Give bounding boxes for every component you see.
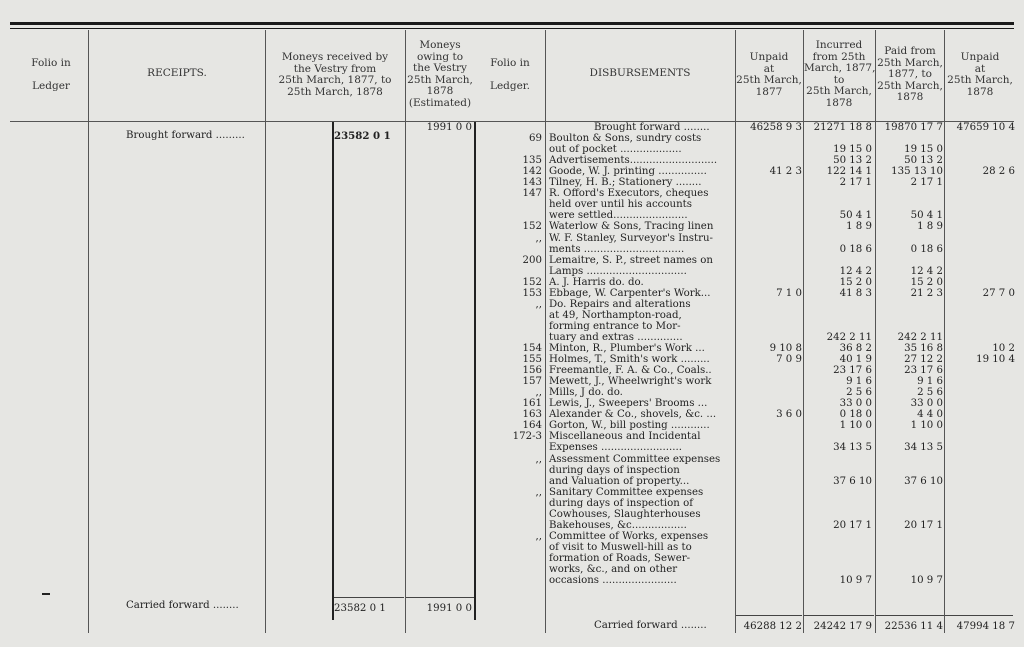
disb-paid: 34 13 5 [904, 442, 943, 454]
disb-incurred: 37 6 10 [833, 475, 872, 487]
disb-description: Alexander & Co., shovels, &c. ... [549, 409, 717, 421]
sum-rule [804, 615, 874, 616]
disb-paid: 4 4 0 [917, 409, 943, 421]
disb-folio: 154 [522, 343, 542, 354]
disb-folio: 142 [522, 166, 542, 178]
disb-paid: 12 4 2 [910, 265, 943, 277]
disb-description: Holmes, T., Smith's work ......... [549, 354, 710, 366]
disb-paid: 20 17 1 [904, 519, 943, 531]
disb-description: Advertisements........................... [549, 155, 718, 167]
disb-unpaid-1878: 28 2 6 [982, 166, 1015, 178]
disb-paid: 10 9 7 [910, 575, 943, 587]
disb-incurred: 50 13 2 [833, 155, 872, 167]
disb-unpaid-1878: 10 2 [992, 343, 1015, 354]
disb-unpaid-1877: 9 10 8 [769, 343, 802, 354]
disb-description: Brought forward ........ [594, 122, 710, 133]
receipts-brought-forward-owing: 1991 0 0 [426, 122, 472, 133]
disb-incurred: 1 8 9 [846, 221, 872, 233]
disb-description: R. Offord's Executors, cheques [549, 188, 709, 200]
disb-paid: 1 8 9 [917, 221, 943, 233]
disb-folio: ,, [535, 387, 542, 399]
disb-description: Lamps ............................... [549, 265, 687, 277]
sum-rule [334, 597, 404, 598]
disb-incurred: 12 4 2 [839, 265, 872, 277]
disb-description: occasions ....................... [549, 575, 677, 587]
disb-description: held over until his accounts [549, 199, 692, 211]
disb-incurred: 19 15 0 [833, 144, 872, 156]
disb-incurred: 20 17 1 [833, 519, 872, 531]
disb-unpaid-1878: 27 7 0 [982, 287, 1015, 299]
disb-description: during days of inspection of [549, 497, 693, 509]
disb-incurred: 2 17 1 [839, 177, 872, 189]
disb-folio: ,, [535, 453, 542, 465]
moneys-received-header: Moneys received by the Vestry from 25th March, 1877, to 25th March, 1878 [278, 51, 392, 98]
disb-description: works, &c., and on other [549, 564, 678, 575]
disb-paid: 1 10 0 [910, 420, 943, 432]
disb-folio: 69 [529, 133, 542, 145]
disb-unpaid-1877: 46258 9 3 [750, 122, 802, 133]
disb-carried-forward-unpaid-1877: 46288 12 2 [743, 621, 802, 632]
disb-incurred: 23 17 6 [833, 365, 872, 377]
disb-carried-forward-paid: 22536 11 4 [884, 621, 943, 632]
disb-folio: 135 [522, 155, 542, 167]
disb-description: Sanitary Committee expenses [549, 486, 704, 498]
disb-folio: 156 [522, 365, 542, 377]
disb-folio: 157 [522, 376, 542, 388]
disb-incurred: 41 8 3 [839, 287, 872, 299]
disb-description: Lewis, J., Sweepers' Brooms ... [549, 398, 708, 410]
disb-incurred: 10 9 7 [839, 575, 872, 587]
disb-paid: 35 16 8 [904, 343, 943, 354]
disb-description: Waterlow & Sons, Tracing linen [549, 221, 714, 233]
disb-description: out of pocket ................... [549, 144, 682, 156]
disb-description: Mills, J do. do. [549, 387, 623, 399]
disb-carried-forward-unpaid-1878: 47994 18 7 [956, 621, 1015, 632]
disb-description: Freemantle, F. A. & Co., Coals.. [549, 365, 712, 377]
disb-unpaid-1878: 19 10 4 [976, 354, 1015, 366]
disb-incurred: 34 13 5 [833, 442, 872, 454]
col-line [474, 122, 476, 620]
folio-right-header: Folio in Ledger. [489, 57, 531, 92]
disb-description: Gorton, W., bill posting ............ [549, 420, 710, 432]
disb-incurred: 33 0 0 [839, 398, 872, 410]
disb-paid: 15 2 0 [910, 276, 943, 288]
disb-description: Expenses ......................... [549, 442, 682, 454]
disb-description: ments ............................... [549, 243, 685, 255]
disb-incurred: 0 18 6 [839, 243, 872, 255]
folio-left-header: Folio in Ledger [31, 57, 71, 92]
disb-carried-forward-label: Carried forward ........ [594, 620, 707, 631]
disb-paid: 50 13 2 [904, 155, 943, 167]
disb-incurred: 122 14 1 [826, 166, 872, 178]
disb-unpaid-1878: 47659 10 4 [956, 122, 1015, 133]
disb-folio: 155 [522, 354, 542, 366]
receipts-brought-forward-label: Brought forward ......... [126, 130, 245, 141]
disb-description: Tilney, H. B.; Stationery ........ [549, 177, 702, 189]
disb-description: formation of Roads, Sewer- [549, 552, 691, 564]
top-rule [10, 22, 1014, 25]
sum-rule [945, 615, 1013, 616]
disb-carried-forward-incurred: 24242 17 9 [813, 621, 872, 632]
disb-paid: 50 4 1 [910, 210, 943, 222]
disb-description: Cowhouses, Slaughterhouses [549, 508, 701, 520]
receipts-brought-forward-received: 23582 0 1 [334, 130, 391, 142]
disb-description: Lemaitre, S. P., street names on [549, 254, 713, 266]
disb-paid: 135 13 10 [891, 166, 943, 178]
disb-folio: 153 [522, 287, 542, 299]
disb-paid: 0 18 6 [910, 243, 943, 255]
disb-paid: 2 17 1 [910, 177, 943, 189]
sum-rule [736, 615, 802, 616]
disb-folio: ,, [535, 530, 542, 542]
disb-unpaid-1877: 3 6 0 [776, 409, 802, 421]
disb-paid: 19870 17 7 [884, 122, 943, 133]
disb-paid: 37 6 10 [904, 475, 943, 487]
disb-folio: 161 [522, 398, 542, 410]
disb-paid: 21 2 3 [910, 287, 943, 299]
disb-description: tuary and extras .............. [549, 331, 683, 343]
disb-paid: 9 1 6 [917, 376, 943, 388]
disb-incurred: 21271 18 8 [813, 122, 872, 133]
disb-incurred: 40 1 9 [839, 354, 872, 366]
disb-folio: 163 [522, 409, 542, 421]
disb-description: Goode, W. J. printing ............... [549, 166, 707, 178]
disb-incurred: 50 4 1 [839, 210, 872, 222]
disb-folio: ,, [535, 486, 542, 498]
receipts-header: RECEIPTS. [147, 67, 207, 79]
disb-description: Miscellaneous and Incidental [549, 431, 701, 443]
disb-description: forming entrance to Mor- [549, 320, 681, 332]
disb-folio: 200 [522, 254, 542, 266]
disb-folio: 143 [522, 177, 542, 189]
sum-rule [406, 597, 474, 598]
receipts-carried-forward-received: 23582 0 1 [334, 603, 386, 614]
disb-folio: ,, [535, 298, 542, 310]
disb-description: Boulton & Sons, sundry costs [549, 133, 702, 145]
col-line [332, 122, 334, 620]
disb-description: during days of inspection [549, 464, 680, 476]
disb-folio: 152 [522, 276, 542, 288]
disb-paid: 2 5 6 [917, 387, 943, 399]
disb-description: Mewett, J., Wheelwright's work [549, 376, 712, 388]
disbursements-header: DISBURSEMENTS [589, 67, 691, 79]
disb-description: Ebbage, W. Carpenter's Work... [549, 287, 711, 299]
disb-paid: 242 2 11 [897, 331, 943, 343]
disb-description: at 49, Northampton-road, [549, 309, 682, 321]
disb-description: were settled....................... [549, 210, 688, 222]
incurred-header: Incurred from 25th March, 1877, to 25th March, 1878 [804, 39, 876, 109]
disb-unpaid-1877: 41 2 3 [769, 166, 802, 178]
disb-paid: 27 12 2 [904, 354, 943, 366]
receipts-carried-forward-label: Carried forward ........ [126, 600, 239, 611]
disb-description: Minton, R., Plumber's Work ... [549, 343, 705, 354]
disb-incurred: 15 2 0 [839, 276, 872, 288]
unpaid-1878-header: Unpaid at 25th March, 1878 [947, 51, 1013, 98]
disb-description: Bakehouses, &c................. [549, 519, 687, 531]
disb-description: of visit to Muswell-hill as to [549, 541, 692, 553]
top-rule-thin [10, 28, 1014, 29]
disb-description: Assessment Committee expenses [549, 453, 721, 465]
disb-incurred: 36 8 2 [839, 343, 872, 354]
unpaid-1877-header: Unpaid at 25th March, 1877 [736, 51, 802, 98]
disb-incurred: 0 18 0 [839, 409, 872, 421]
sum-rule [876, 615, 944, 616]
margin-mark [42, 593, 50, 595]
disb-incurred: 2 5 6 [846, 387, 872, 399]
disb-unpaid-1877: 7 0 9 [776, 354, 802, 366]
disb-description: Committee of Works, expenses [549, 530, 709, 542]
moneys-owing-header: Moneys owing to the Vestry 25th March, 1878 (Estimated) [407, 39, 473, 109]
disb-incurred: 1 10 0 [839, 420, 872, 432]
disb-folio: 164 [522, 420, 542, 432]
disb-description: W. F. Stanley, Surveyor's Instru- [549, 232, 713, 244]
disb-folio: ,, [535, 232, 542, 244]
disb-folio: 152 [522, 221, 542, 233]
disb-paid: 19 15 0 [904, 144, 943, 156]
disb-description: Do. Repairs and alterations [549, 298, 691, 310]
disb-description: and Valuation of property... [549, 475, 690, 487]
disb-incurred: 9 1 6 [846, 376, 872, 388]
disb-paid: 33 0 0 [910, 398, 943, 410]
disb-paid: 23 17 6 [904, 365, 943, 377]
receipts-carried-forward-owing: 1991 0 0 [426, 603, 472, 614]
disb-incurred: 242 2 11 [826, 331, 872, 343]
disb-folio: 172-3 [512, 431, 542, 443]
disb-unpaid-1877: 7 1 0 [776, 287, 802, 299]
disb-description: A. J. Harris do. do. [549, 276, 644, 288]
disb-folio: 147 [522, 188, 542, 200]
paid-from-header: Paid from 25th March, 1877, to 25th March, 1878 [877, 45, 943, 103]
